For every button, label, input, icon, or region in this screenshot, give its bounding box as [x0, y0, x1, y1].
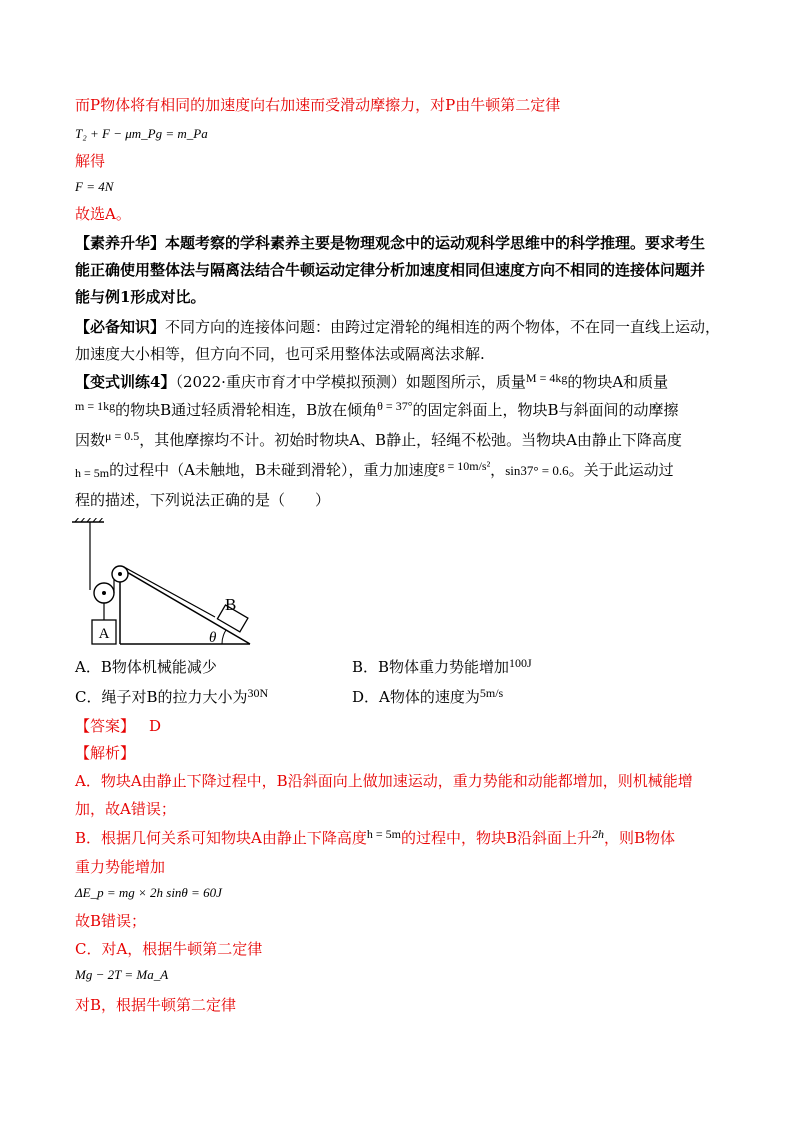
angle-arc [222, 630, 226, 644]
option-d-value: 5m/s [479, 686, 504, 700]
height-formula: h = 5m [75, 466, 110, 480]
exercise-text: 的物块B通过轻质滑轮相连，B放在倾角 [115, 401, 378, 419]
analysis-b-line-1 [75, 828, 675, 849]
block-a-label: A [98, 626, 110, 642]
equation-ep: ΔE_p = mg × 2h sinθ = 60J [75, 885, 222, 900]
friction-coefficient: μ = 0.5 [105, 429, 140, 443]
text-line: 解得 [75, 152, 106, 170]
analysis-text: ，则B物体 [604, 829, 676, 847]
incline-rope [124, 567, 215, 617]
option-d [352, 687, 503, 708]
option-d-text: D．A物体的速度为 [352, 688, 480, 706]
knowledge-text: 不同方向的连接体问题：由跨过定滑轮的绳相连的两个物体，不在同一直线上运动， [165, 318, 721, 336]
knowledge-line-2: 加速度大小相等，但方向不同，也可采用整体法或隔离法求解. [75, 345, 485, 363]
answer-label: 【答案】 [75, 717, 136, 735]
option-c [75, 687, 268, 708]
angle-label: θ [209, 630, 217, 646]
exercise-text: 。关于此运动过 [568, 461, 674, 479]
exercise-text: 因数 [75, 431, 106, 449]
pulley-axle [102, 591, 106, 595]
analysis-c-line-1: C．对A，根据牛顿第二定律 [75, 940, 263, 958]
analysis-a-line-1: A．物块A由静止下降过程中，B沿斜面向上做加速运动，重力势能和动能都增加，则机械能增 [75, 772, 693, 790]
mass-a-formula: M = 4kg [525, 371, 568, 385]
analysis-label: 【解析】 [75, 744, 136, 762]
analysis-b-wrong: 故B错误； [75, 912, 147, 930]
exercise-text: ， [490, 461, 506, 479]
angle-formula: θ = 37° [377, 399, 413, 413]
analysis-c-line-2: 对B，根据牛顿第二定律 [75, 996, 237, 1014]
exercise-text: 的过程中（A未触地，B未碰到滑轮），重力加速度 [109, 461, 439, 479]
option-a: A．B物体机械能减少 [75, 658, 217, 676]
exercise-tag: 【变式训练4】 [75, 373, 176, 391]
analysis-text: B．根据几何关系可知物块A由静止下降高度 [75, 829, 367, 847]
mass-b-formula: m = 1kg [75, 399, 116, 413]
exercise-line-4 [75, 460, 674, 481]
exercise-line-1 [75, 372, 668, 393]
pulley-incline-figure [72, 518, 252, 648]
exercise-text: 的物块A和质量 [567, 373, 669, 391]
answer-line [75, 716, 161, 736]
sine-formula: sin37° = 0.6 [505, 463, 569, 478]
option-b-value: 100J [509, 656, 532, 670]
equation-p-newton: T₂ + F − μm_Pg = m_Pa [75, 126, 208, 141]
literacy-line-1 [75, 233, 705, 253]
gravity-formula: g = 10m/s² [438, 459, 491, 473]
knowledge-line-1 [75, 317, 720, 337]
literacy-text: 本题考察的学科素养主要是物理观念中的运动观科学思维中的科学推理。要求考生 [165, 234, 706, 252]
height-formula: h = 5m [366, 827, 401, 841]
exercise-line-5: 程的描述，下列说法正确的是（ ） [75, 491, 331, 509]
analysis-b-line-2: 重力势能增加 [75, 858, 166, 876]
exercise-line-3 [75, 430, 682, 451]
option-c-text: C．绳子对B的拉力大小为 [75, 688, 248, 706]
option-c-value: 30N [247, 686, 269, 700]
option-b-text: B．B物体重力势能增加 [352, 658, 510, 676]
equation-f-result: F = 4N [75, 179, 114, 194]
answer-value: D [149, 717, 162, 735]
knowledge-tag: 【必备知识】 [75, 318, 166, 336]
analysis-a-line-2: 加，故A错误； [75, 800, 176, 818]
block-b-label: B [225, 595, 237, 614]
exercise-line-2 [75, 400, 679, 421]
text-line: 故选A。 [75, 205, 131, 223]
text-line: 而P物体将有相同的加速度向右加速而受滑动摩擦力，对P由牛顿第二定律 [75, 96, 561, 114]
literacy-line-2: 能正确使用整体法与隔离法结合牛顿运动定律分析加速度相同但速度方向不相同的连接体问题并 [75, 261, 706, 279]
equation-a: Mg − 2T = Ma_A [75, 967, 169, 982]
fixed-pulley-axle [118, 572, 122, 576]
literacy-tag: 【素养升华】 [75, 234, 166, 252]
two-h-formula: 2h [592, 827, 604, 841]
exercise-text: （2022·重庆市育才中学模拟预测）如题图所示，质量 [175, 373, 526, 391]
option-b [352, 657, 532, 678]
analysis-text: 的过程中，物块B沿斜面上升 [400, 829, 592, 847]
literacy-line-3: 能与例1形成对比。 [75, 288, 206, 306]
exercise-text: 的固定斜面上，物块B与斜面间的动摩擦 [412, 401, 679, 419]
exercise-text: ，其他摩擦均不计。初始时物块A、B静止，轻绳不松弛。当物块A由静止下降高度 [139, 431, 682, 449]
